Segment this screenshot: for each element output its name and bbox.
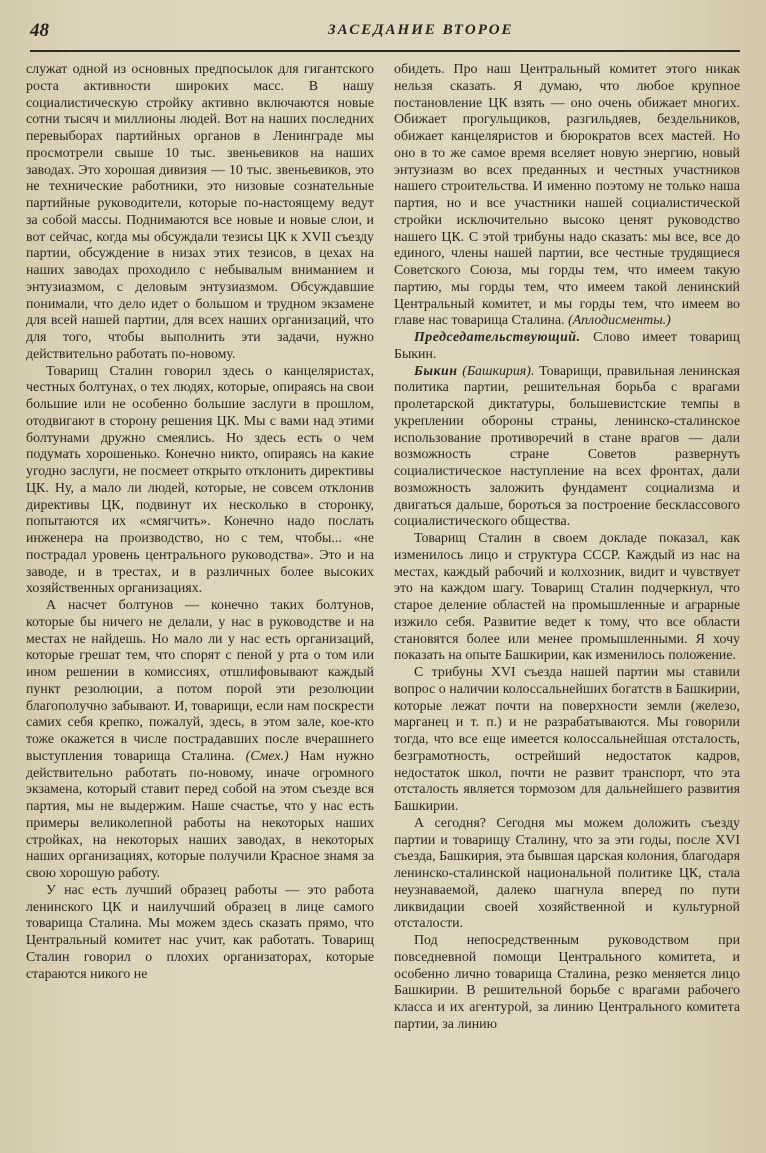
paragraph-text: А насчет болтунов — конечно таких болтунов, которые бы ничего не делали, у нас в руководстве и на местах не найдешь. Но мало ли у нас есть организаций, которые грешат тем, что спорят с пеной у рта о том или ином решении в комиссиях, отшлифовывают каждый пункт резолюции, а потом порой эти резолюции благополучно забывают. И, товарищи, если нам поскрести самих себя крепко, пожалуй, здесь, в этом зале, кое-кто тоже окажется в числе пострадавших после вчерашнего выступления товарища Сталина. [26, 598, 374, 764]
running-head [30, 20, 730, 50]
paragraph: Товарищ Сталин в своем докладе показал, как изменилось лицо и структура СССР. Каждый из нас на местах, каждый рабочий и колхозник, видит и чувствует это на каждом шагу. Товарищ Сталин подчеркнул, что старое деление областей на промышленные и аграрные изжило себя. Развитие ведет к тому, что все области становятся более или менее промышленными. Я хочу показать на опыте Башкирии, как изменилось положение. [394, 531, 740, 664]
paragraph: служат одной из основных предпосылок для гигантского роста активности широких масс. В нашу социалистическую стройку активно включаются новые сотни тысяч и миллионы людей. Вот на наших последних перевыборах партийных органов в Ленинграде мы просмотрели свыше 10 тыс. звеньевиков на наших заводах. Это хорошая дивизия — 10 тыс. звеньевиков, это не технические работники, это низовые сознательные партийные руководители, которые по-настоящему ведут за собой массы. Поднимаются все новые и новые слои, и вот сейчас, когда мы обсуждали тезисы ЦК к XVII съезду партии, обсуждение в низах этих тезисов, в цехах на наших заводах проходило с небывалым вниманием и энтузиазмом, с деловым энтузиазмом. Обсуждавшие понимали, что дело идет о большом и трудном экзамене для всей нашей партии, для всех наших организаций, что для того, чтобы выполнить эти задачи, нужно действительно работать по-новому. [26, 62, 374, 362]
section-title: ЗАСЕДАНИЕ ВТОРОЕ [328, 22, 514, 38]
paragraph: У нас есть лучший образец работы — это работа ленинского ЦК и наилучший образец в лице самого товарища Сталина. Мы можем здесь сказать прямо, что Центральный комитет нас учит, как работать. Товарищ Сталин говорил о плохих организаторах, которые стараются никого не [26, 882, 374, 982]
left-column [26, 62, 374, 983]
paragraph-text: Нам нужно действительно работать по-новому, иначе огромного экзамена, который ставит перед собой на этом съезде вся партия, мы не выдержим. Наше счастье, что у нас есть примеры великолепной работы на некоторых наших стройках, на некоторых наших заводах, в некоторых наших организациях, которые получили Красное знамя за свою хорошую работу. [26, 748, 374, 881]
speaker-affiliation: (Башкирия). [462, 363, 535, 379]
page-number: 48 [30, 20, 49, 41]
paragraph [394, 364, 740, 532]
paragraph [26, 598, 374, 883]
paragraph: Товарищ Сталин говорил здесь о канцеляристах, честных болтунах, о тех людях, которые, опираясь на свои большие или не особенно большие заслуги в прошлом, отодвигают в сторону решения ЦК. Мы с вами над этими болтунами дружно смеялись. Но здесь есть о чем подумать хорошенько. Конечно никто, опираясь на какие угодно заслуги, не посмеет открыто отклонить директивы ЦК. Ну, а мало ли людей, которые, не совсем отклонив директивы ЦК, подвинут их несколько в сторонку, попытаются их «смягчить». Конечно надо послать инженера на производство, но с тем, чтобы... «не пострадал уровень центрального руководства». Это и на заводе, и в трестах, и в различных более высоких хозяйственных организациях. [26, 363, 374, 597]
paragraph: Под непосредственным руководством при повседневной помощи Центрального комитета, и особенно лично товарища Сталина, резко меняется лицо Башкирии. В решительной борьбе с врагами рабочего класса и их агентурой, за линию Центрального комитета партии, за линию [394, 933, 740, 1032]
paragraph: А сегодня? Сегодня мы можем доложить съезду партии и товарищу Сталину, что за эти годы, после XVI съезда, Башкирия, эта бывшая царская колония, благодаря ленинско-сталинской национальной политике ЦК, стала неузнаваемой, далеко шагнула вперед по пути ликвидации своей хозяйственной и культурной отсталости. [394, 815, 740, 932]
paragraph: С трибуны XVI съезда нашей партии мы ставили вопрос о наличии колоссальнейших богатств в Башкирии, которые лежат почти на поверхности земли (железо, марганец и т. п.) и не разрабатываются. Мы говорили тогда, что все еще имеется колоссальнейшая отсталость, безграмотность, острейший недостаток кадров, недостаток школ, почти не развит транспорт, что эта отсталость является тормозом для дальнейшего развития Башкирии. [394, 665, 740, 814]
audience-remark: (Смех.) [245, 748, 289, 764]
chair-label: Председательствующий. [414, 330, 581, 345]
header-rule [30, 50, 740, 52]
paragraph-text: Слово имеет товарищ Быкин. [394, 330, 740, 362]
audience-remark: (Аплодисменты.) [568, 313, 671, 329]
paragraph-text: Товарищи, правильная ленинская политика партии, решительная борьба с врагами пролетарской диктатуры, большевистские темпы в укреплении обороны страны, ленинско-сталинское использование противоречий в стане врагов — дали возможность стране Советов развернуть социалистическое наступление на всех фронтах, дали возможность заложить фундамент социализма и двигаться дальше, бороться за построение бесклассового социалистического общества. [394, 363, 740, 530]
paragraph [394, 62, 740, 330]
paragraph [394, 330, 740, 364]
speaker-name: Быкин [414, 363, 458, 379]
paragraph-text: обидеть. Про наш Центральный комитет этого никак нельзя сказать. Я думаю, что любое крупное постановление ЦК взять — оно очень обижает многих. Обижает прогульщиков, разгильдяев, бездельников, обижает канцеляристов и бюрократов всех мастей. Но оно в то же самое время вселяет новую энергию, новый энтузиазм во всех преданных и честных участников нашего строительства. И именно поэтому не только наша партия, но и все участники нашей социалистической стройки исключительно высоко ценят руководство нашего ЦК. С этой трибуны надо сказать: мы все, все до единого, члены нашей партии, все честные трудящиеся Советского Союза, мы горды тем, что имеем такую партию, мы горды тем, что имеем такой ленинский Центральный комитет, и мы горды тем, что имеем во главе нас товарища Сталина. [394, 62, 740, 329]
right-column [394, 62, 740, 1034]
